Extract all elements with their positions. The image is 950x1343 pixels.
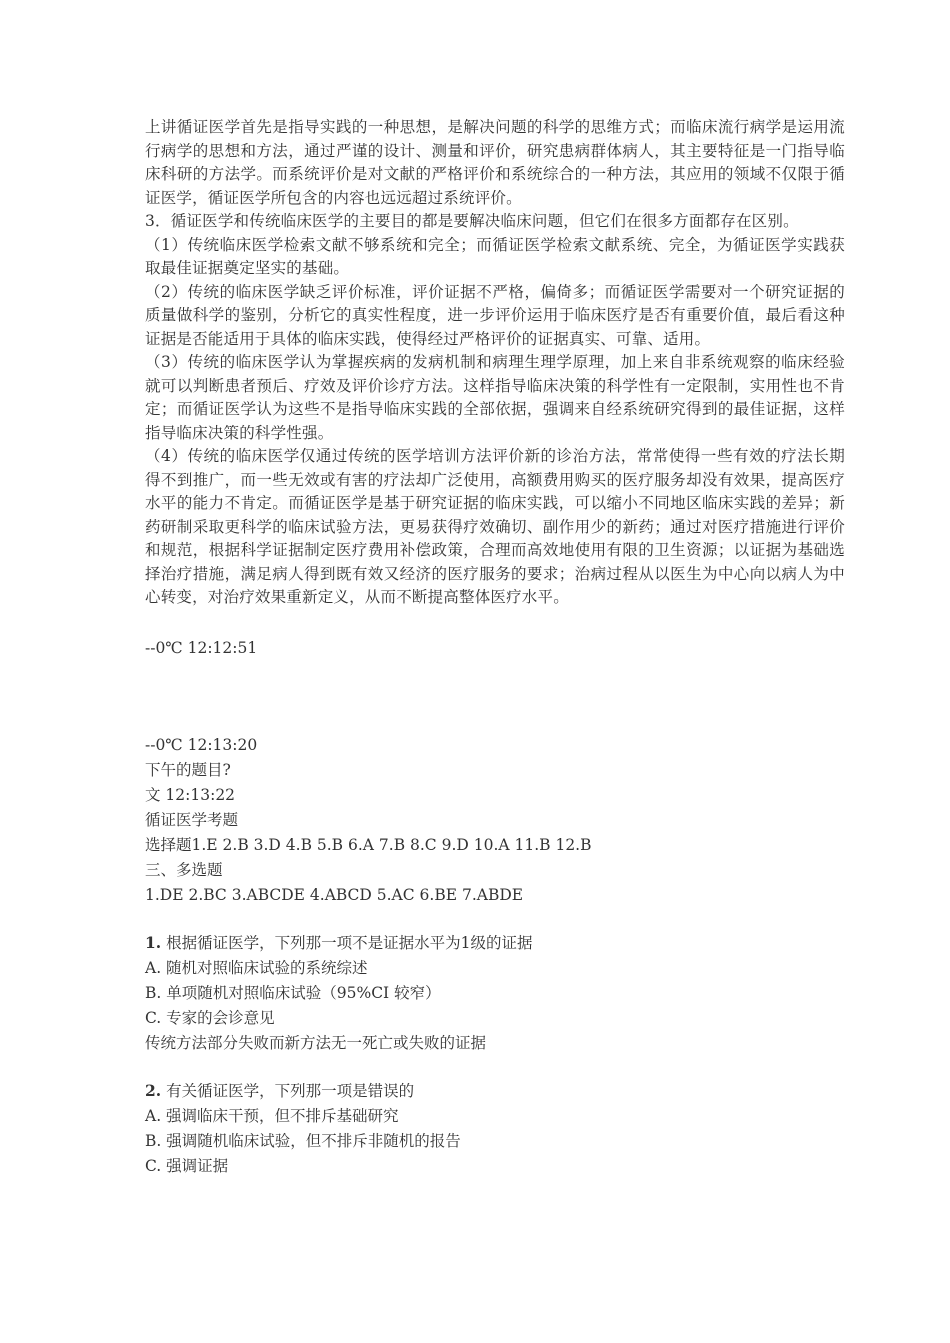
question-1-option-b: B. 单项随机对照临床试验（95%CI 较窄） bbox=[145, 983, 441, 1002]
paragraph-item-4: （4）传统的临床医学仅通过传统的医学培训方法评价新的诊治方法，常常使得一些有效的疗法长期得不到推广，而一些无效或有害的疗法却广泛使用，高额费用购买的医疗服务却没有效果，提高医疗水平的能力不肯定。而循证医学是基于研究证据的临床实践，可以缩小不同地区临床实践的差异；新药研制采取更科学的临床试验方法，更易获得疗效确切、副作用少的新药；通过对医疗措施进行评价和规范，根据科学证据制定医疗费用补偿政策，合理而高效地使用有限的卫生资源；以证据为基础选择治疗措施，满足病人得到既有效又经济的医疗服务的要求；治病过程从以医生为中心向以病人为中心转变，对治疗效果重新定义，从而不断提高整体医疗水平。 bbox=[145, 447, 845, 606]
question-1-note: 传统方法部分失败而新方法无一死亡或失败的证据 bbox=[145, 1033, 487, 1052]
paragraph-item-3: （3）传统的临床医学认为掌握疾病的发病机制和病理生理学原理，加上来自非系统观察的临床经验就可以判断患者预后、疗效及评价诊疗方法。这样指导临床决策的科学性有一定限制，实用性也不肯定；而循证医学认为这些不是指导临床实践的全部依据，强调来自经系统研究得到的最佳证据，这样指导临床决策的科学性强。 bbox=[145, 353, 845, 442]
chat-timestamp-1: --0℃ 12:12:51 bbox=[145, 638, 258, 657]
paragraph-item-1: （1）传统临床医学检索文献不够系统和完全；而循证医学检索文献系统、完全，为循证医学实践获取最佳证据奠定坚实的基础。 bbox=[145, 235, 845, 277]
chat-timestamp-3: 文 12:13:22 bbox=[145, 785, 236, 804]
paragraph-point-3: 3．循证医学和传统临床医学的主要目的都是要解决临床问题，但它们在很多方面都存在区别。 bbox=[145, 212, 799, 230]
paragraph-intro: 上讲循证医学首先是指导实践的一种思想，是解决问题的科学的思维方式；而临床流行病学是运用流行病学的思想和方法，通过严谨的设计、测量和评价，研究患病群体病人，其主要特征是一门指导临床科研的方法学。而系统评价是对文献的严格评价和系统综合的一种方法，其应用的领域不仅限于循证医学，循证医学所包含的内容也远远超过系统评价。 bbox=[145, 118, 845, 207]
chat-message-2: 下午的题目? bbox=[145, 760, 231, 779]
single-choice-answers: 选择题1.E 2.B 3.D 4.B 5.B 6.A 7.B 8.C 9.D 10.A 11.B 12.B bbox=[145, 835, 592, 854]
question-1-number: 1. bbox=[145, 932, 162, 952]
multi-choice-answers: 1.DE 2.BC 3.ABCDE 4.ABCD 5.AC 6.BE 7.ABDE bbox=[145, 885, 524, 904]
question-2-text: 有关循证医学，下列那一项是错误的 bbox=[161, 1081, 415, 1100]
question-2-number: 2. bbox=[145, 1080, 162, 1100]
multi-choice-heading: 三、多选题 bbox=[145, 860, 223, 879]
question-2-option-a: A. 强调临床干预，但不排斥基础研究 bbox=[145, 1106, 399, 1125]
question-1-stem bbox=[145, 930, 845, 956]
document-page bbox=[145, 116, 845, 1179]
paragraph-item-2: （2）传统的临床医学缺乏评价标准，评价证据不严格，偏倚多；而循证医学需要对一个研究证据的质量做科学的鉴别，分析它的真实性程度，进一步评价运用于临床医疗是否有重要价值，最后看这种证据是否能适用于具体的临床实践，使得经过严格评价的证据真实、可靠、适用。 bbox=[145, 282, 845, 348]
question-1-option-a: A. 随机对照临床试验的系统综述 bbox=[145, 958, 368, 977]
exam-title: 循证医学考题 bbox=[145, 810, 239, 829]
chat-timestamp-2: --0℃ 12:13:20 bbox=[145, 735, 258, 754]
question-2-option-b: B. 强调随机临床试验，但不排斥非随机的报告 bbox=[145, 1131, 461, 1150]
question-1-text: 根据循证医学，下列那一项不是证据水平为1级的证据 bbox=[161, 933, 533, 952]
question-1-option-c: C. 专家的会诊意见 bbox=[145, 1008, 275, 1027]
question-2-stem bbox=[145, 1078, 845, 1104]
question-2-option-c: C. 强调证据 bbox=[145, 1156, 229, 1175]
